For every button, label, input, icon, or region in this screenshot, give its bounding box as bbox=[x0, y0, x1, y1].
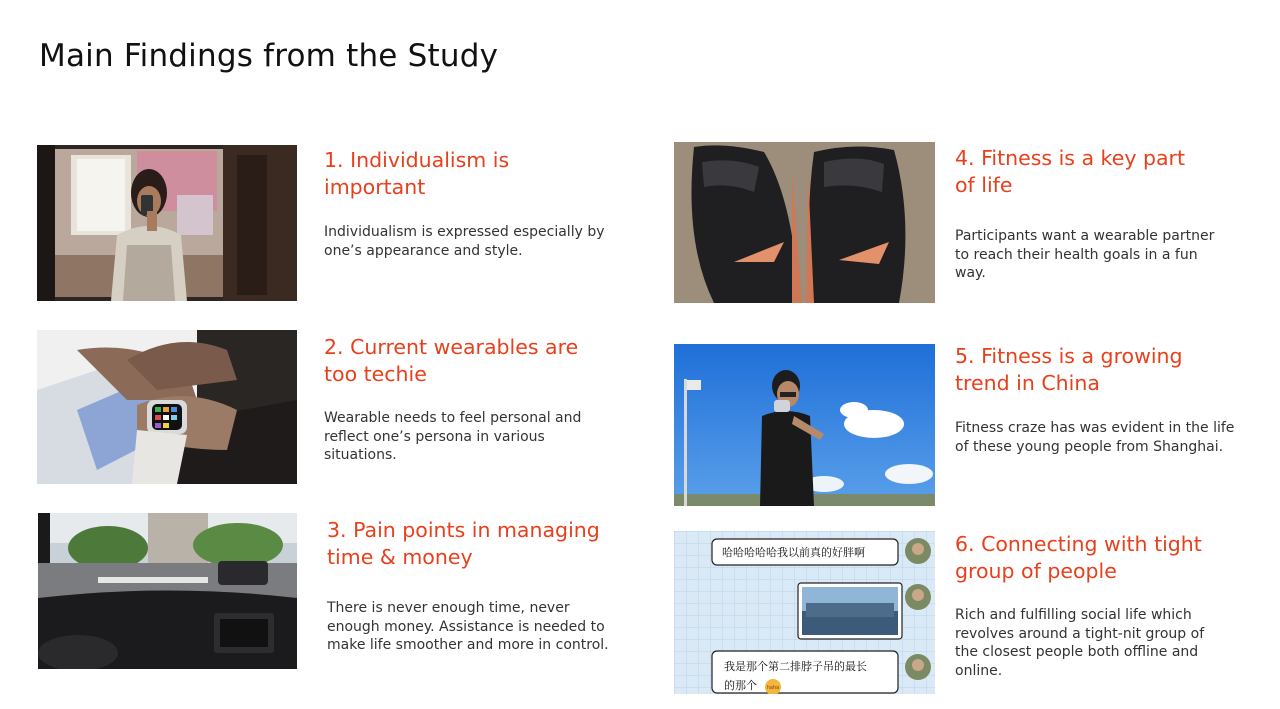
chat-message-1: 哈哈哈哈哈我以前真的好胖啊 bbox=[722, 546, 865, 559]
car-dashboard-photo bbox=[38, 513, 297, 669]
chat-message-3-line2: 的那个 bbox=[724, 679, 757, 692]
finding-1-heading: 1. Individualism is important bbox=[324, 148, 510, 199]
finding-1-body: Individualism is expressed especially by one’s appearance and style. bbox=[324, 224, 605, 259]
finding-3-body: There is never enough time, never enough money. Assistance is needed to make life smoother and more in control. bbox=[327, 600, 609, 653]
chat-message-3-line1: 我是那个第二排脖子吊的最长 bbox=[724, 660, 867, 673]
finding-6-body: Rich and fulfilling social life which revolves around a tight-nit group of the closest people both offline and online. bbox=[955, 607, 1205, 679]
smartwatch-photo bbox=[37, 330, 297, 484]
finding-4-heading: 4. Fitness is a key part of life bbox=[955, 146, 1186, 197]
sneakers-photo bbox=[674, 142, 935, 303]
finding-2-body: Wearable needs to feel personal and reflect one’s persona in various situations. bbox=[324, 410, 582, 463]
chat-screenshot bbox=[674, 531, 935, 694]
finding-3-heading: 3. Pain points in managing time & money bbox=[327, 518, 600, 569]
mirror-selfie-photo bbox=[37, 145, 297, 301]
finding-5-body: Fitness craze has was evident in the life of these young people from Shanghai. bbox=[955, 420, 1235, 455]
svg-text:haha: haha bbox=[766, 685, 780, 691]
page-title: Main Findings from the Study bbox=[39, 38, 499, 74]
man-drinking-outdoors-photo bbox=[674, 344, 935, 506]
finding-4-body: Participants want a wearable partner to reach their health goals in a fun way. bbox=[955, 228, 1215, 281]
finding-6-heading: 6. Connecting with tight group of people bbox=[955, 532, 1202, 583]
finding-2-heading: 2. Current wearables are too techie bbox=[324, 335, 579, 386]
finding-5-heading: 5. Fitness is a growing trend in China bbox=[955, 344, 1183, 395]
